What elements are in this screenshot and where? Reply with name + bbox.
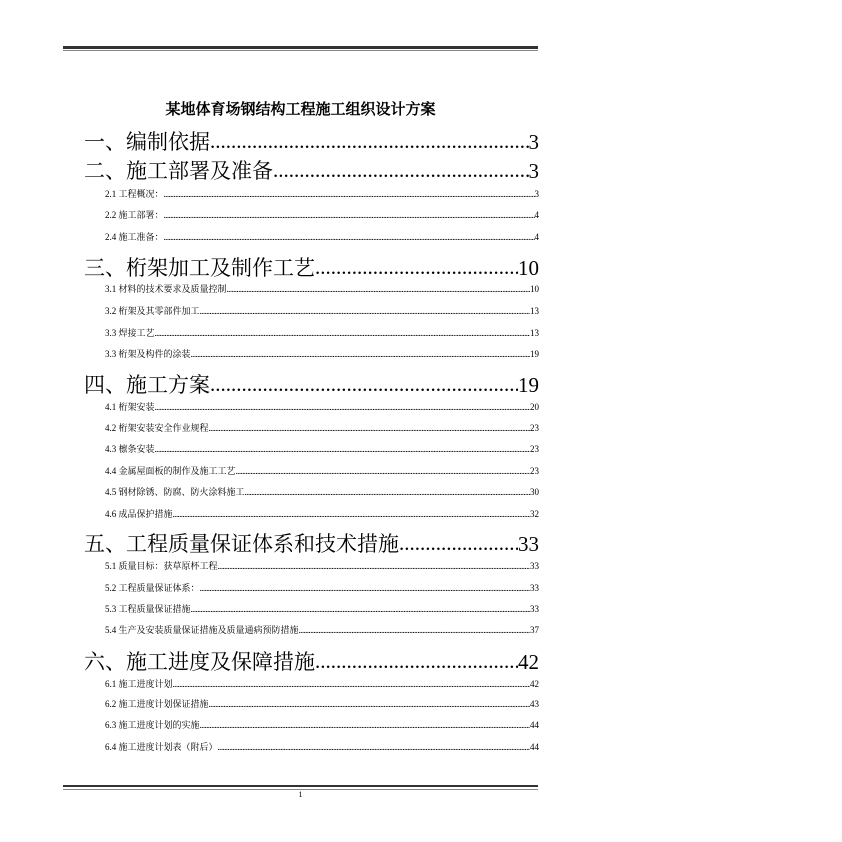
toc-heading-entry[interactable] — [84, 648, 539, 674]
toc-leader-dots — [227, 283, 530, 292]
toc-entry-page: 13 — [530, 328, 539, 338]
toc-subentry[interactable] — [105, 327, 539, 339]
toc-entry-title: 4.2 桁架安装安全作业规程 — [105, 423, 209, 433]
toc-leader-dots — [218, 560, 530, 569]
toc-leader-dots — [164, 188, 535, 197]
toc-leader-dots — [315, 648, 518, 669]
toc-entry-page: 33 — [530, 583, 539, 593]
toc-leader-dots — [200, 305, 530, 314]
toc-leader-dots — [155, 443, 530, 452]
footer-rule — [63, 785, 538, 787]
toc-leader-dots — [273, 157, 529, 178]
toc-entry-title: 4.1 桁架安装 — [105, 402, 155, 412]
toc-subentry[interactable] — [105, 624, 539, 636]
toc-leader-dots — [315, 254, 518, 275]
toc-leader-dots — [155, 327, 530, 336]
toc-leader-dots — [210, 371, 518, 392]
toc-leader-dots — [209, 698, 530, 707]
toc-entry-page: 10 — [530, 284, 539, 294]
toc-entry-title: 四、施工方案 — [84, 373, 210, 397]
page-number: 1 — [298, 790, 303, 799]
toc-entry-page: 4 — [534, 210, 539, 220]
toc-entry-title: 3.3 焊接工艺 — [105, 328, 155, 338]
toc-leader-dots — [164, 209, 535, 218]
toc-entry-title: 3.1 材料的技术要求及质量控制 — [105, 284, 227, 294]
toc-entry-title: 3.3 桁架及构件的涂装 — [105, 349, 191, 359]
toc-subentry[interactable] — [105, 582, 539, 594]
toc-leader-dots — [164, 231, 535, 240]
toc-leader-dots — [200, 719, 530, 728]
toc-entry-title: 4.5 钢材除锈、防腐、防火涂料施工 — [105, 487, 245, 497]
toc-entry-title: 5.2 工程质量保证体系： — [105, 583, 200, 593]
toc-subentry[interactable] — [105, 719, 539, 731]
toc-entry-page: 42 — [530, 679, 539, 689]
toc-entry-title: 4.3 檩条安装 — [105, 444, 155, 454]
toc-entry-page: 13 — [530, 306, 539, 316]
toc-leader-dots — [200, 582, 530, 591]
toc-entry-title: 5.3 工程质量保证措施 — [105, 604, 191, 614]
toc-entry-page: 33 — [518, 532, 539, 556]
toc-subentry[interactable] — [105, 283, 539, 295]
toc-heading-entry[interactable] — [84, 157, 539, 183]
toc-subentry[interactable] — [105, 422, 539, 434]
toc-entry-page: 19 — [518, 373, 539, 397]
toc-heading-entry[interactable] — [84, 371, 539, 397]
toc-entry-title: 2.1 工程概况： — [105, 189, 164, 199]
toc-entry-page: 20 — [530, 402, 539, 412]
toc-entry-title: 6.2 施工进度计划保证措施 — [105, 699, 209, 709]
toc-entry-page: 30 — [530, 487, 539, 497]
toc-entry-page: 10 — [518, 256, 539, 280]
toc-leader-dots — [155, 401, 530, 410]
toc-leader-dots — [173, 508, 530, 517]
toc-entry-title: 5.4 生产及安装质量保证措施及质量通病预防措施 — [105, 625, 299, 635]
toc-entry-page: 42 — [518, 650, 539, 674]
toc-leader-dots — [218, 741, 530, 750]
toc-entry-title: 六、施工进度及保障措施 — [84, 650, 315, 674]
toc-leader-dots — [210, 128, 529, 149]
toc-subentry[interactable] — [105, 231, 539, 243]
toc-leader-dots — [173, 678, 530, 687]
toc-entry-page: 33 — [530, 604, 539, 614]
toc-entry-title: 二、施工部署及准备 — [84, 159, 273, 183]
toc-leader-dots — [209, 422, 530, 431]
toc-subentry[interactable] — [105, 603, 539, 615]
toc-leader-dots — [299, 624, 530, 633]
toc-subentry[interactable] — [105, 443, 539, 455]
toc-entry-page: 44 — [530, 742, 539, 752]
toc-subentry[interactable] — [105, 560, 539, 572]
toc-entry-title: 3.2 桁架及其零部件加工 — [105, 306, 200, 316]
toc-subentry[interactable] — [105, 486, 539, 498]
toc-entry-page: 3 — [534, 189, 539, 199]
toc-entry-page: 4 — [534, 232, 539, 242]
toc-entry-page: 33 — [530, 561, 539, 571]
toc-entry-title: 6.1 施工进度计划 — [105, 679, 173, 689]
toc-heading-entry[interactable] — [84, 530, 539, 556]
toc-leader-dots — [245, 486, 530, 495]
toc-entry-title: 五、工程质量保证体系和技术措施 — [84, 532, 399, 556]
toc-subentry[interactable] — [105, 678, 539, 690]
toc-entry-page: 43 — [530, 699, 539, 709]
toc-entry-page: 32 — [530, 509, 539, 519]
toc-entry-page: 3 — [528, 130, 539, 154]
toc-subentry[interactable] — [105, 508, 539, 520]
toc-entry-title: 5.1 质量目标：获草原杯工程 — [105, 561, 218, 571]
toc-subentry[interactable] — [105, 465, 539, 477]
toc-leader-dots — [399, 530, 518, 551]
toc-leader-dots — [191, 603, 530, 612]
toc-subentry[interactable] — [105, 305, 539, 317]
toc-entry-title: 4.4 金属屋面板的制作及施工工艺 — [105, 466, 236, 476]
toc-subentry[interactable] — [105, 209, 539, 221]
toc-entry-page: 23 — [530, 444, 539, 454]
toc-subentry[interactable] — [105, 741, 539, 753]
toc-subentry[interactable] — [105, 188, 539, 200]
toc-entry-page: 3 — [528, 159, 539, 183]
toc-entry-title: 2.2 施工部署： — [105, 210, 164, 220]
toc-entry-page: 44 — [530, 720, 539, 730]
toc-subentry[interactable] — [105, 401, 539, 413]
toc-entry-title: 6.4 施工进度计划表（附后） — [105, 742, 218, 752]
toc-entry-page: 23 — [530, 423, 539, 433]
toc-subentry[interactable] — [105, 348, 539, 360]
toc-heading-entry[interactable] — [84, 128, 539, 154]
toc-entry-title: 一、编制依据 — [84, 130, 210, 154]
toc-entry-page: 19 — [530, 349, 539, 359]
toc-entry-title: 三、桁架加工及制作工艺 — [84, 256, 315, 280]
toc-leader-dots — [236, 465, 530, 474]
toc-subentry[interactable] — [105, 698, 539, 710]
toc-entry-title: 4.6 成品保护措施 — [105, 509, 173, 519]
document-title: 某地体育场钢结构工程施工组织设计方案 — [165, 100, 436, 118]
toc-heading-entry[interactable] — [84, 254, 539, 280]
toc-entry-title: 2.4 施工准备： — [105, 232, 164, 242]
toc-entry-title: 6.3 施工进度计划的实施 — [105, 720, 200, 730]
toc-entry-page: 37 — [530, 625, 539, 635]
toc-leader-dots — [191, 348, 530, 357]
toc-entry-page: 23 — [530, 466, 539, 476]
